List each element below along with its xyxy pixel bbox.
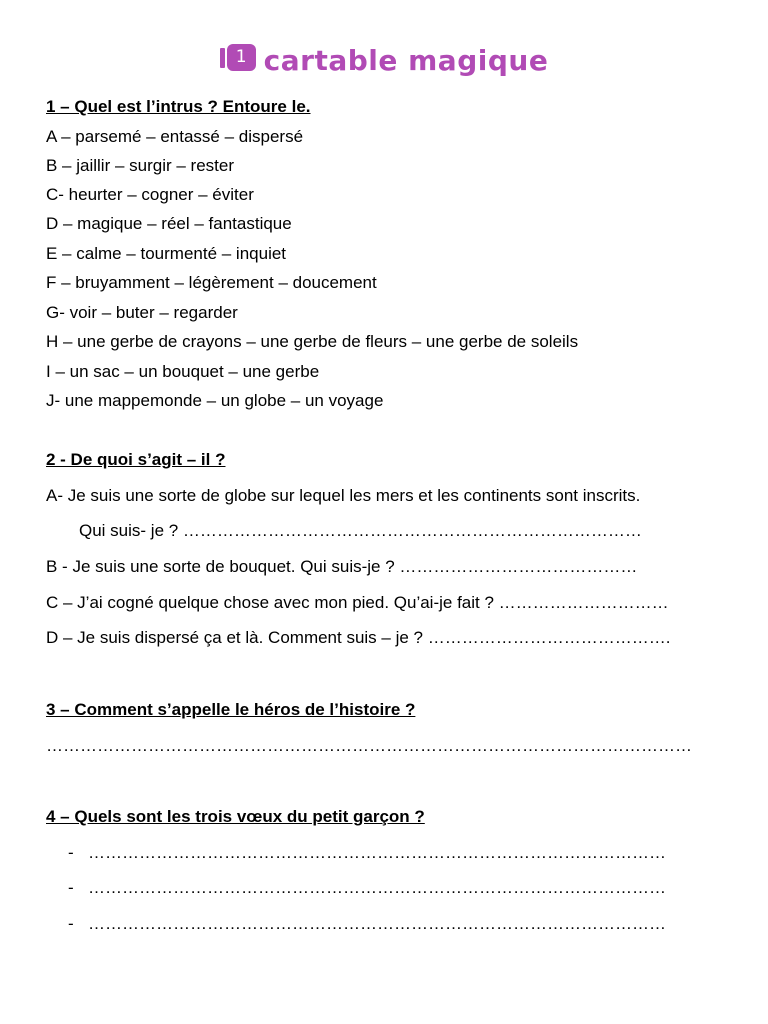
q1-item-d: D – magique – réel – fantastique [46,214,292,233]
q4-bullet-3: - [68,914,74,933]
q1-item-c: C- heurter – cogner – éviter [46,185,254,204]
q2-item-d: D – Je suis dispersé ça et là. Comment suis – je ? ……………………………………. [46,628,671,647]
q4-bullet-1: - [68,843,74,862]
q4-answer-line-3: ………………………………………………………………………………………… [88,914,666,933]
q1-item-i: I – un sac – un bouquet – une gerbe [46,362,320,381]
q4-bullet-2: - [68,878,74,897]
book-spine [220,48,225,68]
q2-item-c: C – J’ai cogné quelque chose avec mon pied. Qu’ai-je fait ? ………………………… [46,593,669,612]
q1-item-e: E – calme – tourmenté – inquiet [46,244,287,263]
q1-item-h: H – une gerbe de crayons – une gerbe de fleurs – une gerbe de soleils [46,332,579,351]
q1-item-g: G- voir – buter – regarder [46,303,238,322]
book-icon [220,44,256,72]
chapter-number-badge: 1 [227,44,256,71]
worksheet-title [0,44,768,77]
q4-heading: 4 – Quels sont les trois vœux du petit garçon ? [46,807,425,826]
q2-heading: 2 - De quoi s’agit – il ? [46,450,226,469]
q1-item-a: A – parsemé – entassé – dispersé [46,127,304,146]
q3-answer-line: …………………………………………………………………………………………………… [46,736,692,755]
q1-item-f: F – bruyamment – légèrement – doucement [46,273,377,292]
q3-heading: 3 – Comment s’appelle le héros de l’histoire ? [46,700,416,719]
q1-heading: 1 – Quel est l’intrus ? Entoure le. [46,97,311,116]
title-text: cartable magique [263,44,549,77]
q4-answer-line-2: ………………………………………………………………………………………… [88,878,666,897]
q1-item-b: B – jaillir – surgir – rester [46,156,235,175]
q2-item-a-answer: Qui suis- je ? ……………………………………………………………………… [79,521,642,540]
q2-item-b: B - Je suis une sorte de bouquet. Qui suis-je ? …………………………………… [46,557,638,576]
q1-item-j: J- une mappemonde – un globe – un voyage [46,391,384,410]
q4-answer-line-1: ………………………………………………………………………………………… [88,843,666,862]
q2-item-a: A- Je suis une sorte de globe sur lequel les mers et les continents sont inscrits. [46,486,641,505]
